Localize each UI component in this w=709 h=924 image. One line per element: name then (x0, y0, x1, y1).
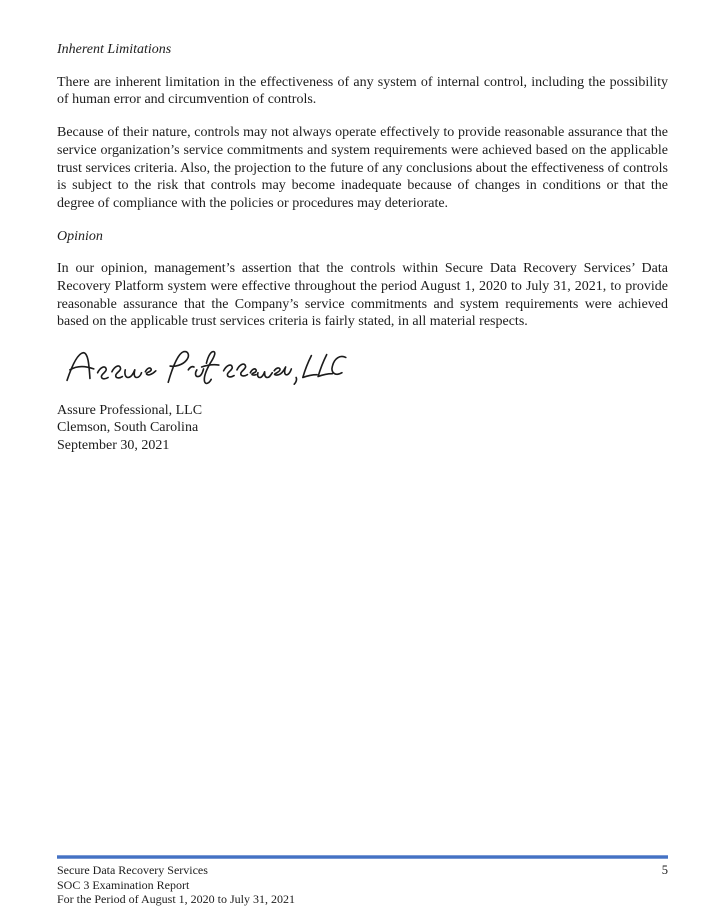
footer-company: Secure Data Recovery Services (57, 863, 208, 877)
handwritten-signature (57, 346, 668, 388)
inherent-limitations-paragraph-2: Because of their nature, controls may not always operate effectively to provide reasonable assurance that the service organization’s service commitments and system requirements were achieved based on the applicable trust services criteria. Also, the projection to the future of any conclusions about the effectiveness of controls is subject to the risk that controls may become inadequate because of changes in conditions or that the degree of compliance with the policies or procedures may deteriorate. (57, 125, 668, 211)
footer-text-block (57, 863, 295, 907)
opinion-paragraph: In our opinion, management’s assertion that the controls within Secure Data Recovery Services’ Data Recovery Platform system were effective throughout the period August 1, 2020 to July 31, 2021, to provide reasonable assurance that the Company’s service commitments and system requirements were achieved based on the applicable trust services criteria is fairly stated, in all material respects. (57, 261, 668, 330)
inherent-limitations-paragraph-1: There are inherent limitation in the effectiveness of any system of internal control, including the possibility of human error and circumvention of controls. (57, 74, 668, 108)
footer-rule (57, 855, 668, 859)
footer-report-period: For the Period of August 1, 2020 to July 31, 2021 (57, 892, 296, 907)
signer-block (57, 402, 668, 454)
opinion-heading: Opinion (57, 228, 103, 244)
signer-name: Assure Professional, LLC (57, 403, 203, 419)
signer-date: September 30, 2021 (57, 437, 170, 453)
document-body (57, 41, 668, 454)
signer-location: Clemson, South Carolina (57, 420, 199, 436)
page-number: 5 (661, 863, 668, 877)
page-footer (57, 855, 668, 907)
signature-image (57, 346, 352, 388)
footer-report-title: SOC 3 Examination Report (57, 877, 190, 892)
inherent-limitations-heading: Inherent Limitations (57, 42, 172, 57)
